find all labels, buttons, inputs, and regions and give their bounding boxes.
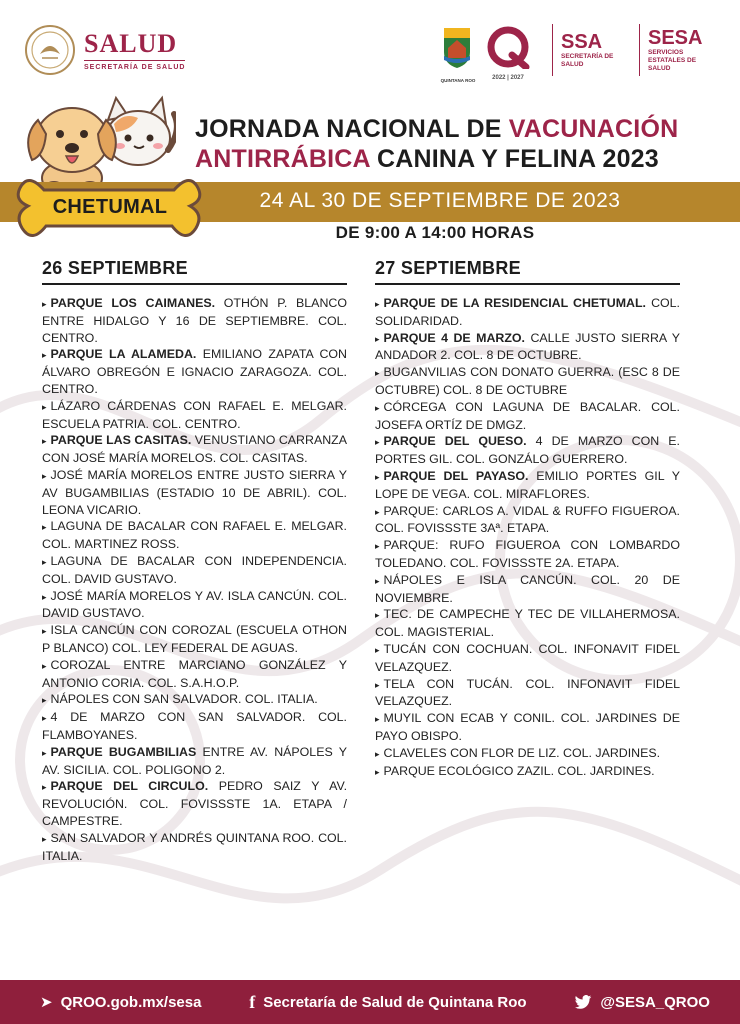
cursor-icon: ➤: [40, 994, 53, 1011]
date-range: 24 AL 30 DE SEPTIEMBRE DE 2023: [259, 189, 621, 212]
bullet-arrow-icon: ▸: [42, 591, 47, 602]
entry-address: ENTRE AV. NÁPOLES Y AV. SICILIA. COL. POLIGONO 2.: [42, 744, 347, 777]
entry-address: LAGUNA DE BACALAR CON RAFAEL E. MELGAR. COL. MARTINEZ ROSS.: [42, 519, 347, 552]
entry-address: EMILIO PORTES GIL Y LOPE DE VEGA. COL. MIRAFLORES.: [375, 468, 681, 501]
location-entry: [42, 709, 347, 744]
shield-caption: QUINTANA ROO: [440, 77, 476, 83]
bullet-arrow-icon: ▸: [42, 747, 47, 758]
entry-address: OTHÓN P. BLANCO ENTRE HIDALGO Y 16 DE SEPTIEMBRE. COL. CENTRO.: [42, 296, 347, 345]
bullet-arrow-icon: ▸: [42, 626, 47, 637]
location-entry: [375, 606, 680, 641]
bullet-arrow-icon: ▸: [42, 299, 47, 309]
bullet-arrow-icon: ▸: [42, 401, 47, 412]
entry-address: SAN SALVADOR Y ANDRÉS QUINTANA ROO. COL. ITALIA.: [42, 830, 347, 863]
right-logos: [440, 20, 718, 83]
location-label: CHETUMAL: [52, 196, 168, 218]
bullet-arrow-icon: ▸: [42, 436, 47, 447]
location-entry: [42, 744, 347, 779]
facebook-icon: f: [249, 991, 256, 1012]
bullet-arrow-icon: ▸: [375, 714, 380, 725]
title-line1-b: VACUNACIÓN: [508, 115, 679, 143]
entry-address: CÓRCEGA CON LAGUNA DE BACALAR. COL. JOSEFA ORTÍZ DE DMGZ.: [375, 399, 680, 432]
location-entry: [42, 657, 347, 692]
national-seal-icon: [24, 24, 76, 76]
q-brand-icon: [482, 25, 534, 69]
bullet-arrow-icon: ▸: [42, 556, 47, 567]
entry-address: NÁPOLES E ISLA CANCÚN. COL. 20 DE NOVIEMBRE.: [375, 572, 680, 605]
ssa-name: SSA: [561, 31, 603, 53]
salud-name: SALUD: [84, 28, 178, 58]
salud-logo: [24, 24, 185, 76]
bullet-arrow-icon: ▸: [375, 437, 380, 448]
website-text: QROO.gob.mx/sesa: [60, 993, 202, 1011]
location-entry: [42, 622, 347, 657]
location-entry: [42, 467, 347, 518]
bullet-arrow-icon: ▸: [375, 333, 380, 344]
quintana-roo-shield: [440, 26, 482, 83]
column-26-september: [42, 258, 347, 864]
location-entry: [375, 364, 680, 399]
location-entry: [375, 641, 680, 676]
title-line2-b: CANINA Y FELINA 2023: [369, 145, 659, 173]
page-title: [195, 114, 725, 174]
location-list: [42, 295, 347, 864]
bullet-arrow-icon: ▸: [42, 782, 47, 793]
entry-address: TELA CON TUCÁN. COL. INFONAVIT FIDEL VELAZQUEZ.: [375, 676, 680, 709]
location-entry: [375, 745, 680, 763]
footer-facebook[interactable]: [249, 992, 526, 1013]
location-entry: [375, 676, 680, 711]
entry-place-name: PARQUE DEL CIRCULO.: [50, 779, 209, 794]
location-entry: [375, 503, 680, 538]
footer-website[interactable]: [40, 993, 201, 1011]
location-entry: [375, 330, 680, 365]
divider: [639, 24, 640, 76]
entry-address: BUGANVILIAS CON DONATO GUERRA. (ESC 8 DE OCTUBRE) COL. 8 DE OCTUBRE: [375, 365, 680, 397]
facebook-text: Secretaría de Salud de Quintana Roo: [263, 993, 527, 1011]
entry-place-name: PARQUE LA ALAMEDA.: [50, 347, 197, 362]
title-line2-a: ANTIRRÁBICA: [195, 145, 370, 173]
location-entry: [42, 553, 347, 588]
divider: [42, 283, 347, 285]
entry-address: CLAVELES CON FLOR DE LIZ. COL. JARDINES.: [383, 745, 661, 760]
location-entry: [375, 468, 680, 503]
bullet-arrow-icon: ▸: [42, 660, 47, 671]
bullet-arrow-icon: ▸: [42, 470, 47, 481]
location-entry: [42, 432, 347, 467]
sesa-subtitle: SERVICIOS ESTATALES DE SALUD: [648, 49, 697, 72]
entry-address: JOSÉ MARÍA MORELOS Y AV. ISLA CANCÚN. COL. DAVID GUSTAVO.: [42, 588, 347, 621]
bullet-arrow-icon: ▸: [375, 299, 380, 309]
entry-address: PARQUE ECOLÓGICO ZAZIL. COL. JARDINES.: [383, 763, 655, 778]
entry-address: COL. SOLIDARIDAD.: [375, 296, 680, 328]
location-entry: [42, 830, 347, 865]
entry-address: CALLE JUSTO SIERRA Y ANDADOR 2. COL. 8 DE OCTUBRE.: [375, 330, 680, 363]
location-entry: [375, 763, 680, 781]
entry-place-name: PARQUE DEL PAYASO.: [383, 468, 529, 483]
entry-place-name: PARQUE BUGAMBILIAS: [50, 744, 197, 759]
entry-address: TEC. DE CAMPECHE Y TEC DE VILLAHERMOSA. COL. MAGISTERIAL.: [375, 607, 680, 640]
bullet-arrow-icon: ▸: [375, 471, 380, 482]
column-heading: 27 SEPTIEMBRE: [375, 258, 521, 278]
location-list: [375, 295, 680, 780]
entry-address: LAGUNA DE BACALAR CON INDEPENDENCIA. COL. DAVID GUSTAVO.: [42, 553, 347, 586]
location-entry: [375, 295, 680, 330]
bullet-arrow-icon: ▸: [375, 679, 380, 690]
bullet-arrow-icon: ▸: [375, 610, 380, 621]
hours: DE 9:00 A 14:00 HORAS: [335, 223, 535, 242]
entry-address: VENUSTIANO CARRANZA CON JOSÉ MARÍA MORELOS. COL. CASITAS.: [42, 433, 347, 466]
column-heading: 26 SEPTIEMBRE: [42, 258, 188, 278]
bullet-arrow-icon: ▸: [42, 695, 47, 706]
location-entry: [42, 346, 347, 397]
entry-address: ISLA CANCÚN CON COROZAL (ESCUELA OTHON P BLANCO) COL. LEY FEDERAL DE AGUAS.: [42, 623, 347, 655]
location-entry: [375, 537, 680, 572]
title-line1-a: JORNADA NACIONAL DE: [195, 115, 509, 143]
entry-address: 4 DE MARZO CON E. PORTES GIL. COL. GONZÁLO GUERRERO.: [375, 434, 680, 467]
entry-address: COROZAL ENTRE MARCIANO GONZÁLEZ Y ANTONIO CORIA. COL. S.A.H.O.P.: [42, 657, 347, 690]
entry-place-name: PARQUE DE LA RESIDENCIAL CHETUMAL.: [383, 296, 646, 310]
entry-place-name: PARQUE LAS CASITAS.: [50, 433, 192, 448]
location-entry: [42, 588, 347, 623]
entry-address: 4 DE MARZO CON SAN SALVADOR. COL. FLAMBOYANES.: [42, 710, 347, 742]
bullet-arrow-icon: ▸: [42, 833, 47, 844]
entry-place-name: PARQUE 4 DE MARZO.: [383, 330, 525, 345]
cat-icon: [106, 98, 176, 165]
bullet-arrow-icon: ▸: [42, 522, 47, 533]
location-entry: [42, 778, 347, 829]
entry-address: PARQUE: RUFO FIGUEROA CON LOMBARDO TOLEDANO. COL. FOVISSSTE 2A. ETAPA.: [375, 538, 680, 570]
location-entry: [375, 572, 680, 607]
bullet-arrow-icon: ▸: [375, 748, 380, 759]
entry-address: LÁZARO CÁRDENAS CON RAFAEL E. MELGAR. ESCUELA PATRIA. COL. CENTRO.: [42, 398, 347, 431]
ssa-subtitle: SECRETARÍA DE SALUD: [561, 53, 614, 68]
location-entry: [375, 433, 680, 468]
q-logo: [482, 25, 534, 81]
location-entry: [42, 691, 347, 709]
bullet-arrow-icon: ▸: [42, 350, 47, 361]
footer: [0, 980, 740, 1024]
shield-icon: [442, 26, 472, 70]
entry-place-name: PARQUE LOS CAIMANES.: [50, 296, 216, 310]
entry-address: EMILIANO ZAPATA CON ÁLVARO OBREGÓN E IGNACIO ZARAGOZA. COL. CENTRO.: [42, 347, 348, 396]
location-entry: [42, 518, 347, 553]
entry-address: JOSÉ MARÍA MORELOS ENTRE JUSTO SIERRA Y AV BUGAMBILIAS (ESTADIO 10 DE ABRIL). COL. LEONA VICARIO.: [42, 467, 347, 517]
entry-address: TUCÁN CON COCHUAN. COL. INFONAVIT FIDEL VELAZQUEZ.: [375, 641, 680, 674]
location-entry: [375, 399, 680, 434]
location-entry: [42, 398, 347, 433]
column-27-september: [375, 258, 680, 780]
location-entry: [42, 295, 347, 346]
entry-place-name: PARQUE DEL QUESO.: [383, 434, 527, 449]
entry-address: NÁPOLES CON SAN SALVADOR. COL. ITALIA.: [50, 692, 318, 707]
twitter-icon: [574, 995, 592, 1010]
salud-subtitle: SECRETARÍA DE SALUD: [84, 60, 185, 71]
entry-address: PARQUE: CARLOS A. VIDAL & RUFFO FIGUEROA. COL. FOVISSSTE 3Aª. ETAPA.: [375, 503, 680, 536]
divider: [552, 24, 553, 76]
twitter-text: @SESA_QROO: [600, 993, 710, 1011]
bullet-arrow-icon: ▸: [375, 402, 380, 413]
entry-address: PEDRO SAIZ Y AV. REVOLUCIÓN. COL. FOVISSSTE 1A. ETAPA / CAMPESTRE.: [42, 779, 348, 828]
ssa-logo: [561, 31, 631, 69]
sesa-name: SESA: [648, 27, 703, 49]
location-entry: [375, 710, 680, 745]
bullet-arrow-icon: ▸: [375, 766, 380, 777]
header: [0, 18, 740, 88]
bullet-arrow-icon: ▸: [42, 713, 47, 724]
entry-address: MUYIL CON ECAB Y CONIL. COL. JARDINES DE PAYO OBISPO.: [375, 711, 680, 743]
bullet-arrow-icon: ▸: [375, 541, 380, 552]
sesa-logo: [648, 27, 718, 73]
bullet-arrow-icon: ▸: [375, 575, 380, 586]
divider: [375, 283, 680, 285]
footer-twitter[interactable]: [574, 994, 710, 1011]
bullet-arrow-icon: ▸: [375, 368, 380, 379]
q-years: 2022 | 2027: [492, 75, 524, 81]
bullet-arrow-icon: ▸: [375, 506, 380, 517]
bullet-arrow-icon: ▸: [375, 644, 380, 655]
